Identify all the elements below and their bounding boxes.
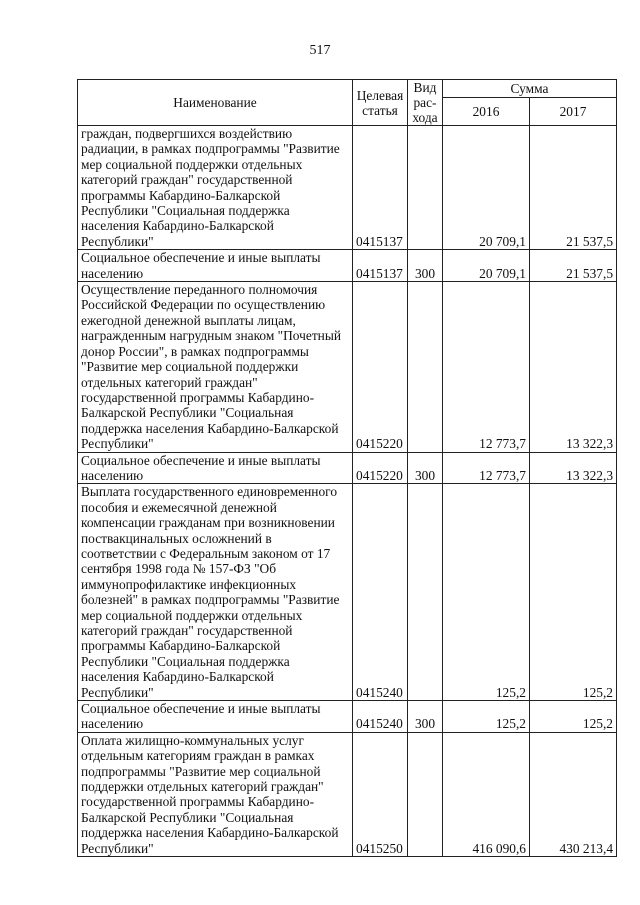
table-row xyxy=(78,452,617,484)
row-name: Социальное обеспечение и иные выплаты населению xyxy=(78,701,353,733)
row-target: 0415240 xyxy=(353,484,408,701)
row-kind xyxy=(408,732,443,856)
table-row xyxy=(78,484,617,701)
header-name: Наименование xyxy=(78,80,353,126)
row-name: Социальное обеспечение и иные выплаты населению xyxy=(78,452,353,484)
table-row xyxy=(78,732,617,856)
row-name: Осуществление переданного полномочия Российской Федерации по осуществлению ежегодной денежной выплаты лицам, награжденным нагрудным знаком "Почетный донор России", в рамках подпрограммы "Развитие мер социальной поддержки отдельных категорий граждан" государственной программы Кабардино-Балкарской Республики "Социальная поддержка населения Кабардино-Балкарской Республики" xyxy=(78,282,353,452)
header-kind-line3: хода xyxy=(412,110,438,125)
row-kind xyxy=(408,282,443,452)
row-sum-2017: 21 537,5 xyxy=(530,250,617,282)
row-sum-2017: 125,2 xyxy=(530,484,617,701)
row-name: Выплата государственного единовременного пособия и ежемесячной денежной компенсации гражданам при возникновении поствакцинальных осложнений в соответствии с Федеральным законом от 17 сентября 1998 года № 157-ФЗ "Об иммунопрофилактике инфекционных болезней" в рамках подпрограммы "Развитие мер социальной поддержки отдельных категорий граждан" государственной программы Кабардино-Балкарской Республики "Социальная поддержка населения Кабардино-Балкарской Республики" xyxy=(78,484,353,701)
row-kind: 300 xyxy=(408,452,443,484)
table-row xyxy=(78,282,617,452)
row-sum-2016: 12 773,7 xyxy=(443,282,530,452)
row-sum-2017: 430 213,4 xyxy=(530,732,617,856)
row-name: граждан, подвергшихся воздействию радиации, в рамках подпрограммы "Развитие мер социальной поддержки отдельных категорий граждан" государственной программы Кабардино-Балкарской Республики "Социальная поддержка населения Кабардино-Балкарской Республики" xyxy=(78,126,353,250)
row-sum-2016: 125,2 xyxy=(443,701,530,733)
header-year-2016: 2016 xyxy=(443,97,530,125)
row-sum-2016: 20 709,1 xyxy=(443,250,530,282)
row-target: 0415240 xyxy=(353,701,408,733)
table-row xyxy=(78,126,617,250)
header-year-2017: 2017 xyxy=(530,97,617,125)
row-target: 0415137 xyxy=(353,126,408,250)
row-kind: 300 xyxy=(408,250,443,282)
page-number: 517 xyxy=(309,43,331,58)
row-kind xyxy=(408,126,443,250)
row-target: 0415250 xyxy=(353,732,408,856)
table-row xyxy=(78,701,617,733)
table-row xyxy=(78,250,617,282)
row-target: 0415220 xyxy=(353,282,408,452)
budget-table xyxy=(77,79,617,857)
row-sum-2016: 12 773,7 xyxy=(443,452,530,484)
row-target: 0415220 xyxy=(353,452,408,484)
row-kind: 300 xyxy=(408,701,443,733)
row-sum-2017: 13 322,3 xyxy=(530,452,617,484)
header-sum: Сумма xyxy=(443,80,617,98)
header-target-line1: Целевая xyxy=(356,87,404,103)
header-kind-line1: Вид xyxy=(413,80,437,95)
row-sum-2017: 125,2 xyxy=(530,701,617,733)
row-sum-2016: 20 709,1 xyxy=(443,126,530,250)
header-target-line2: статья xyxy=(362,102,398,118)
row-sum-2017: 21 537,5 xyxy=(530,126,617,250)
row-sum-2016: 416 090,6 xyxy=(443,732,530,856)
header-kind-line2: рас- xyxy=(413,95,437,110)
row-sum-2017: 13 322,3 xyxy=(530,282,617,452)
table-header xyxy=(78,80,617,126)
row-name: Оплата жилищно-коммунальных услуг отдельным категориям граждан в рамках подпрограммы "Развитие мер социальной поддержки отдельных категорий граждан" государственной программы Кабардино-Балкарской Республики "Социальная поддержка населения Кабардино-Балкарской Республики" xyxy=(78,732,353,856)
row-name: Социальное обеспечение и иные выплаты населению xyxy=(78,250,353,282)
header-kind xyxy=(408,80,443,126)
table-body xyxy=(78,126,617,857)
row-target: 0415137 xyxy=(353,250,408,282)
header-target xyxy=(353,80,408,126)
row-kind xyxy=(408,484,443,701)
row-sum-2016: 125,2 xyxy=(443,484,530,701)
